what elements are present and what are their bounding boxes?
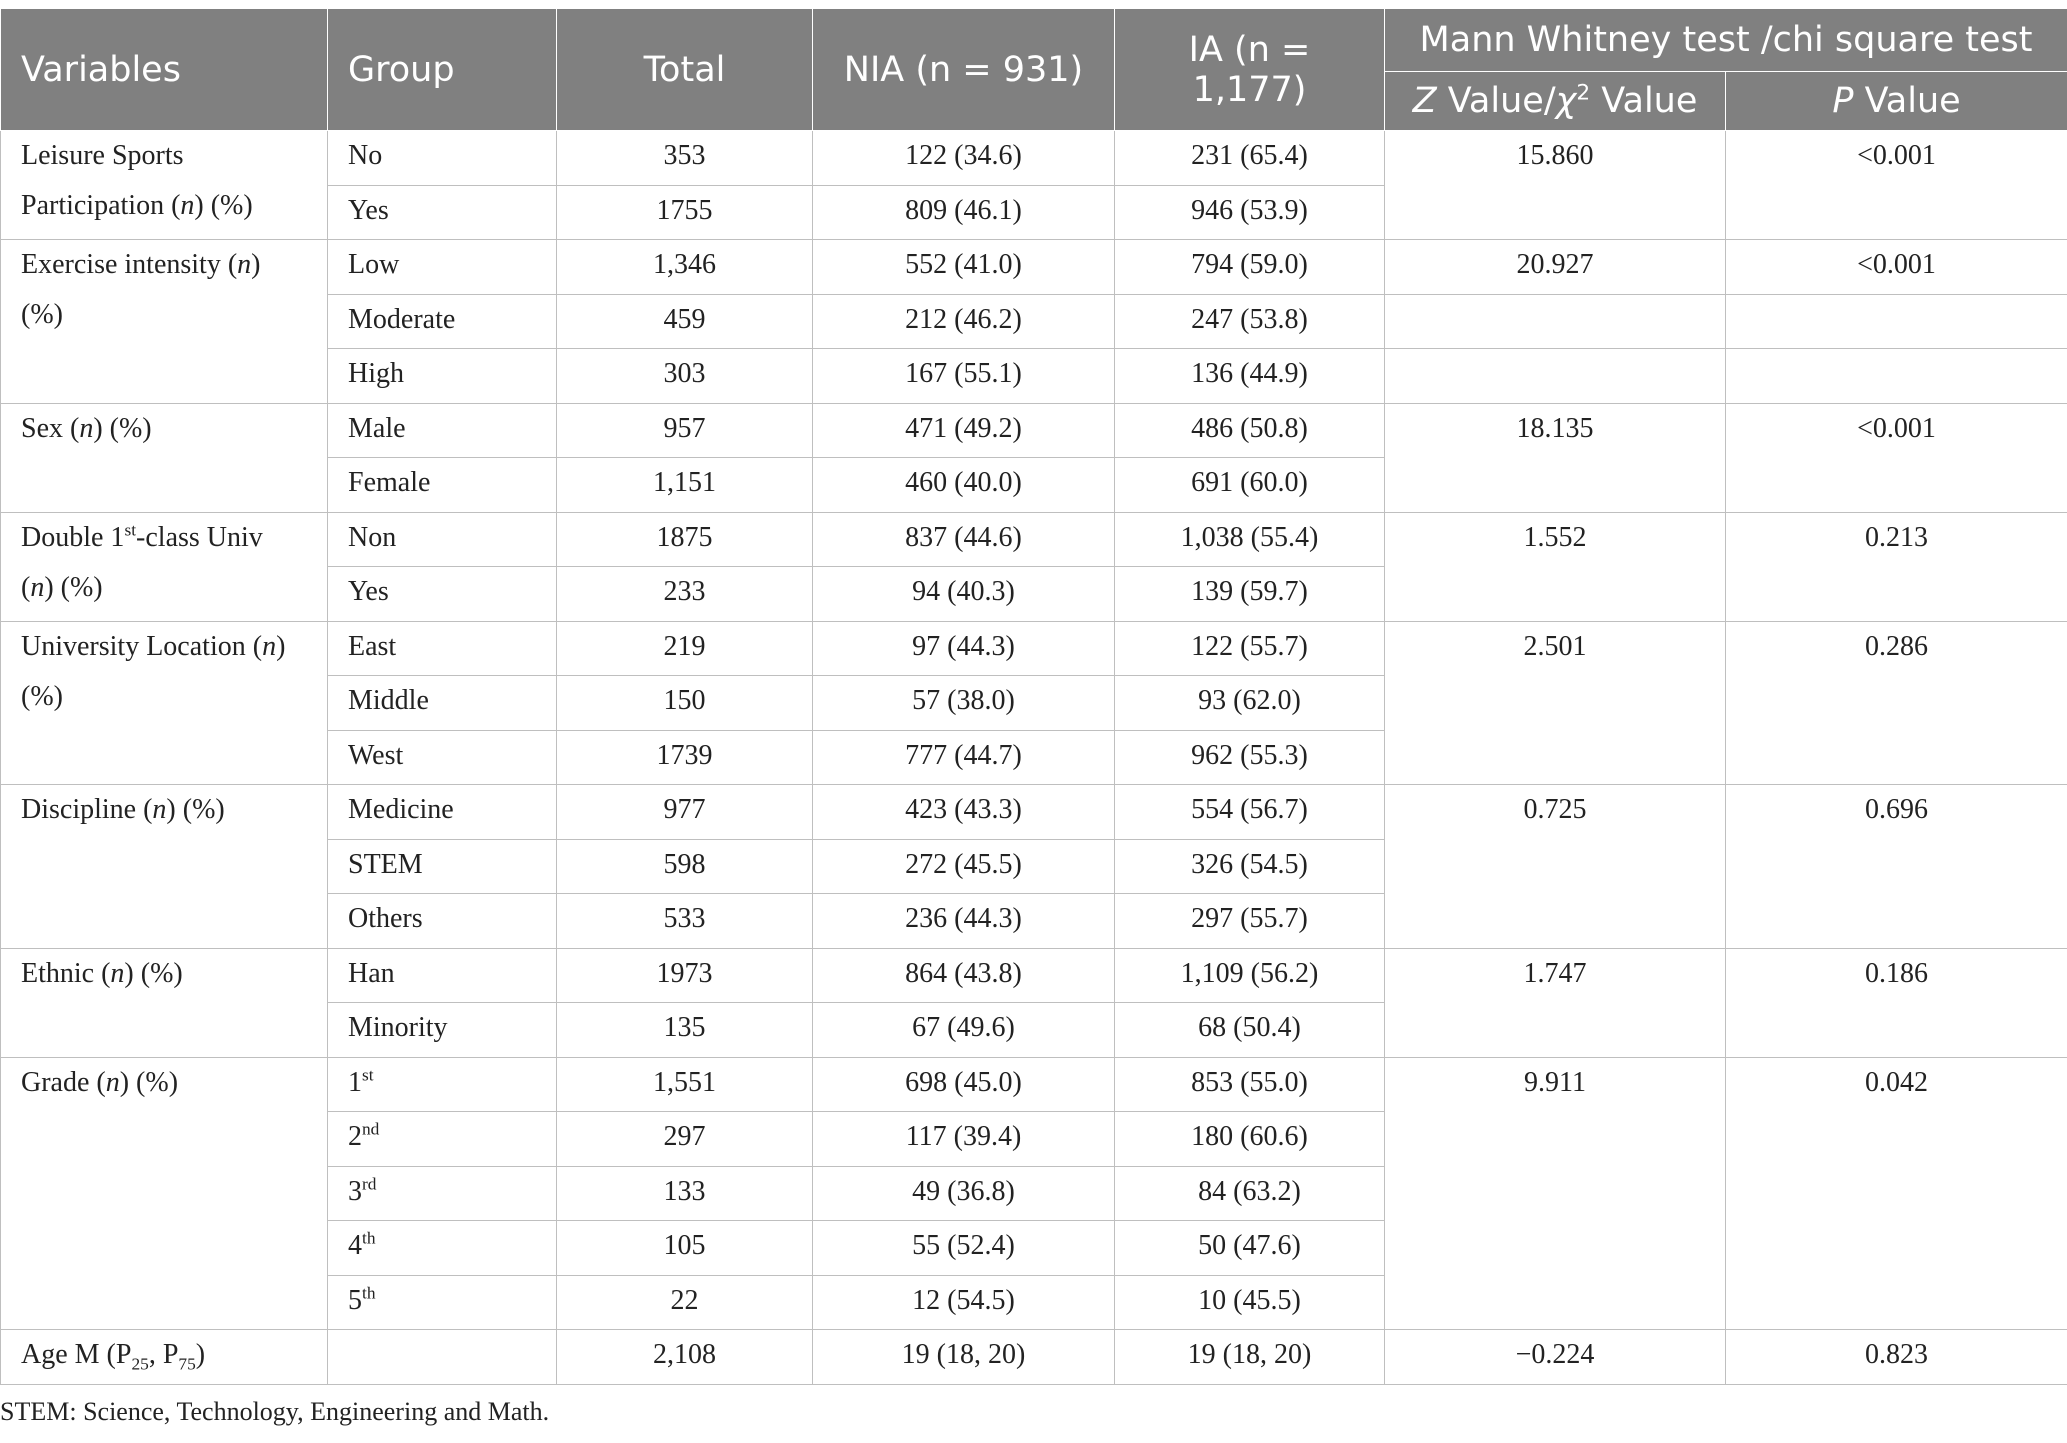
stat-cell: −0.224 bbox=[1385, 1330, 1726, 1385]
table-row bbox=[1, 1057, 2067, 1112]
stat-cell: 20.927 bbox=[1385, 240, 1726, 295]
nia-cell: 837 (44.6) bbox=[813, 512, 1115, 567]
ia-cell: 962 (55.3) bbox=[1115, 730, 1385, 785]
ia-cell: 946 (53.9) bbox=[1115, 185, 1385, 240]
header-p-value: P Value bbox=[1726, 72, 2067, 131]
ia-cell: 136 (44.9) bbox=[1115, 349, 1385, 404]
nia-cell: 809 (46.1) bbox=[813, 185, 1115, 240]
variable-age: Age M ($P_{25}$, $P_{75}$) bbox=[1, 1330, 328, 1385]
ia-cell: 180 (60.6) bbox=[1115, 1112, 1385, 1167]
stat-cell: 1.747 bbox=[1385, 948, 1726, 1057]
header-total: Total bbox=[557, 9, 813, 131]
stat-cell: 1.552 bbox=[1385, 512, 1726, 621]
group-cell: High bbox=[328, 349, 557, 404]
header-group: Group bbox=[328, 9, 557, 131]
ia-cell: 1,109 (56.2) bbox=[1115, 948, 1385, 1003]
nia-cell: 698 (45.0) bbox=[813, 1057, 1115, 1112]
ia-cell: 554 (56.7) bbox=[1115, 785, 1385, 840]
nia-cell: 94 (40.3) bbox=[813, 567, 1115, 622]
total-cell: 105 bbox=[557, 1221, 813, 1276]
group-cell: 2nd bbox=[328, 1112, 557, 1167]
header-test: Mann Whitney test /chi square test bbox=[1385, 9, 2067, 72]
ia-cell: 19 (18, 20) bbox=[1115, 1330, 1385, 1385]
table-row bbox=[1, 948, 2067, 1003]
total-cell: 598 bbox=[557, 839, 813, 894]
total-cell: 1,551 bbox=[557, 1057, 813, 1112]
stat-cell: 0.725 bbox=[1385, 785, 1726, 949]
group-cell: 3rd bbox=[328, 1166, 557, 1221]
stat-cell: 9.911 bbox=[1385, 1057, 1726, 1330]
nia-cell: 55 (52.4) bbox=[813, 1221, 1115, 1276]
stat-cell-empty bbox=[1385, 349, 1726, 404]
total-cell: 133 bbox=[557, 1166, 813, 1221]
nia-cell: 423 (43.3) bbox=[813, 785, 1115, 840]
table-row bbox=[1, 785, 2067, 840]
table-footnote: STEM: Science, Technology, Engineering and Math. bbox=[0, 1397, 550, 1426]
ia-cell: 50 (47.6) bbox=[1115, 1221, 1385, 1276]
header-variables: Variables bbox=[1, 9, 328, 131]
table-row bbox=[1, 621, 2067, 676]
variable-grade: Grade (n) (%) bbox=[1, 1057, 328, 1330]
ia-cell: 139 (59.7) bbox=[1115, 567, 1385, 622]
group-cell: 4th bbox=[328, 1221, 557, 1276]
p-cell: 0.286 bbox=[1726, 621, 2067, 785]
group-cell: Medicine bbox=[328, 785, 557, 840]
group-cell: STEM bbox=[328, 839, 557, 894]
characteristics-table bbox=[0, 8, 2067, 1385]
table-row bbox=[1, 1330, 2067, 1385]
total-cell: 1755 bbox=[557, 185, 813, 240]
total-cell: 1973 bbox=[557, 948, 813, 1003]
group-cell: Minority bbox=[328, 1003, 557, 1058]
nia-cell: 552 (41.0) bbox=[813, 240, 1115, 295]
ia-cell: 691 (60.0) bbox=[1115, 458, 1385, 513]
group-cell: Low bbox=[328, 240, 557, 295]
total-cell: 533 bbox=[557, 894, 813, 949]
nia-cell: 117 (39.4) bbox=[813, 1112, 1115, 1167]
variable-double-first-class: Double 1st-class Univ (n) (%) bbox=[1, 512, 328, 621]
group-cell: Male bbox=[328, 403, 557, 458]
p-cell: 0.186 bbox=[1726, 948, 2067, 1057]
table-row bbox=[1, 403, 2067, 458]
group-cell: Moderate bbox=[328, 294, 557, 349]
ia-cell: 122 (55.7) bbox=[1115, 621, 1385, 676]
ia-cell: 93 (62.0) bbox=[1115, 676, 1385, 731]
ia-cell: 853 (55.0) bbox=[1115, 1057, 1385, 1112]
variable-discipline: Discipline (n) (%) bbox=[1, 785, 328, 949]
nia-cell: 460 (40.0) bbox=[813, 458, 1115, 513]
total-cell: 2,108 bbox=[557, 1330, 813, 1385]
ia-cell: 247 (53.8) bbox=[1115, 294, 1385, 349]
nia-cell: 272 (45.5) bbox=[813, 839, 1115, 894]
nia-cell: 57 (38.0) bbox=[813, 676, 1115, 731]
variable-exercise-intensity: Exercise intensity (n) (%) bbox=[1, 240, 328, 404]
group-cell: West bbox=[328, 730, 557, 785]
total-cell: 150 bbox=[557, 676, 813, 731]
group-cell: Female bbox=[328, 458, 557, 513]
total-cell: 957 bbox=[557, 403, 813, 458]
variable-leisure-sports: Leisure Sports Participation (n) (%) bbox=[1, 131, 328, 240]
table-row bbox=[1, 512, 2067, 567]
nia-cell: 471 (49.2) bbox=[813, 403, 1115, 458]
stat-cell: 2.501 bbox=[1385, 621, 1726, 785]
total-cell: 135 bbox=[557, 1003, 813, 1058]
ia-cell: 231 (65.4) bbox=[1115, 131, 1385, 186]
nia-cell: 864 (43.8) bbox=[813, 948, 1115, 1003]
nia-cell: 212 (46.2) bbox=[813, 294, 1115, 349]
p-cell: <0.001 bbox=[1726, 131, 2067, 240]
p-cell: <0.001 bbox=[1726, 240, 2067, 295]
total-cell: 1875 bbox=[557, 512, 813, 567]
ia-cell: 10 (45.5) bbox=[1115, 1275, 1385, 1330]
variable-university-location: University Location (n) (%) bbox=[1, 621, 328, 785]
total-cell: 233 bbox=[557, 567, 813, 622]
nia-cell: 236 (44.3) bbox=[813, 894, 1115, 949]
header-z-chi-value: Z Value/$\chi^2$ Value bbox=[1385, 72, 1726, 131]
stat-cell: 18.135 bbox=[1385, 403, 1726, 512]
total-cell: 22 bbox=[557, 1275, 813, 1330]
nia-cell: 97 (44.3) bbox=[813, 621, 1115, 676]
table-row bbox=[1, 240, 2067, 295]
group-cell: Non bbox=[328, 512, 557, 567]
group-cell: Han bbox=[328, 948, 557, 1003]
header-nia: NIA (n = 931) bbox=[813, 9, 1115, 131]
ia-cell: 486 (50.8) bbox=[1115, 403, 1385, 458]
ia-cell: 326 (54.5) bbox=[1115, 839, 1385, 894]
total-cell: 1739 bbox=[557, 730, 813, 785]
total-cell: 1,151 bbox=[557, 458, 813, 513]
total-cell: 219 bbox=[557, 621, 813, 676]
nia-cell: 167 (55.1) bbox=[813, 349, 1115, 404]
group-cell: 5th bbox=[328, 1275, 557, 1330]
nia-cell: 49 (36.8) bbox=[813, 1166, 1115, 1221]
variable-ethnic: Ethnic (n) (%) bbox=[1, 948, 328, 1057]
nia-cell: 19 (18, 20) bbox=[813, 1330, 1115, 1385]
nia-cell: 122 (34.6) bbox=[813, 131, 1115, 186]
ia-cell: 794 (59.0) bbox=[1115, 240, 1385, 295]
p-cell: 0.213 bbox=[1726, 512, 2067, 621]
p-cell: <0.001 bbox=[1726, 403, 2067, 512]
group-cell: Middle bbox=[328, 676, 557, 731]
ia-cell: 84 (63.2) bbox=[1115, 1166, 1385, 1221]
ia-cell: 68 (50.4) bbox=[1115, 1003, 1385, 1058]
nia-cell: 777 (44.7) bbox=[813, 730, 1115, 785]
total-cell: 303 bbox=[557, 349, 813, 404]
p-cell: 0.042 bbox=[1726, 1057, 2067, 1330]
group-cell: East bbox=[328, 621, 557, 676]
total-cell: 977 bbox=[557, 785, 813, 840]
ia-cell: 297 (55.7) bbox=[1115, 894, 1385, 949]
group-cell: No bbox=[328, 131, 557, 186]
p-cell: 0.823 bbox=[1726, 1330, 2067, 1385]
header-ia: IA (n = 1,177) bbox=[1115, 9, 1385, 131]
group-cell: Yes bbox=[328, 567, 557, 622]
total-cell: 297 bbox=[557, 1112, 813, 1167]
ia-cell: 1,038 (55.4) bbox=[1115, 512, 1385, 567]
table-row bbox=[1, 131, 2067, 186]
nia-cell: 12 (54.5) bbox=[813, 1275, 1115, 1330]
total-cell: 459 bbox=[557, 294, 813, 349]
group-cell: Others bbox=[328, 894, 557, 949]
group-cell: Yes bbox=[328, 185, 557, 240]
stat-cell: 15.860 bbox=[1385, 131, 1726, 240]
p-cell: 0.696 bbox=[1726, 785, 2067, 949]
nia-cell: 67 (49.6) bbox=[813, 1003, 1115, 1058]
variable-sex: Sex (n) (%) bbox=[1, 403, 328, 512]
group-cell: 1st bbox=[328, 1057, 557, 1112]
stat-cell-empty bbox=[1385, 294, 1726, 349]
group-cell bbox=[328, 1330, 557, 1385]
p-cell-empty bbox=[1726, 294, 2067, 349]
total-cell: 353 bbox=[557, 131, 813, 186]
p-cell-empty bbox=[1726, 349, 2067, 404]
total-cell: 1,346 bbox=[557, 240, 813, 295]
